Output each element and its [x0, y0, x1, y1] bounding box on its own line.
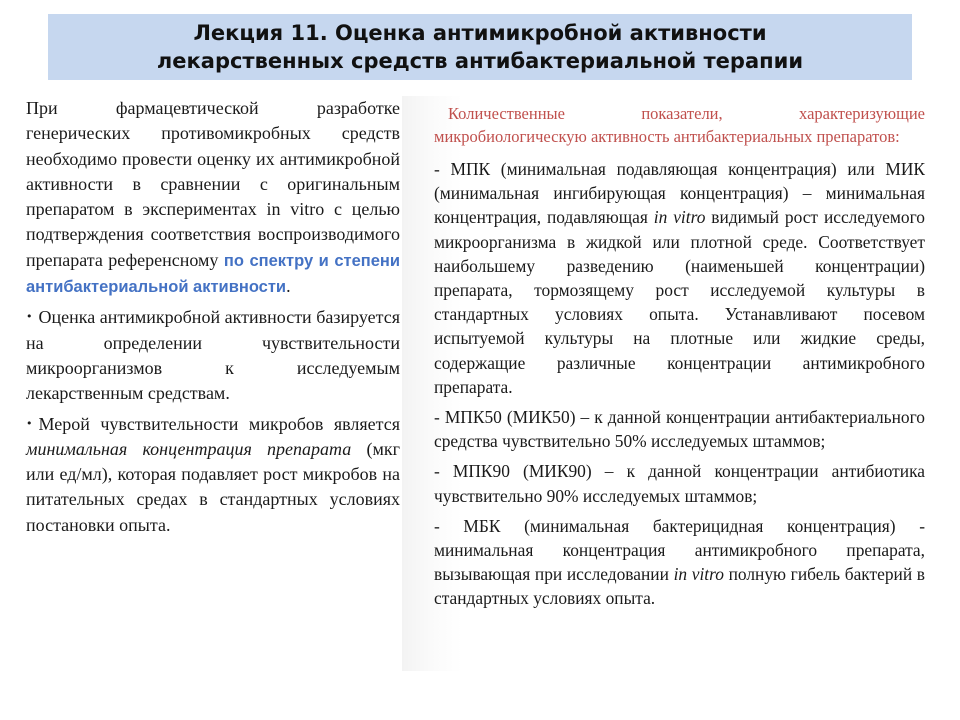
paragraph-end: . — [286, 276, 291, 297]
definition-mpk — [434, 157, 925, 399]
definition-text: - МБК (минимальная бактерицидная концентрация) - минимальная концентрация антимикробного препарата, вызывающая при исследовании — [434, 515, 925, 585]
italic-in-vitro: in vitro — [653, 207, 706, 228]
italic-in-vitro: in vitro — [673, 564, 724, 585]
bullet-icon: • — [26, 416, 33, 430]
title-line-2: лекарственных средств антибактериальной терапии — [156, 49, 804, 73]
italic-min-concentration: минимальная концентрация препарата — [26, 438, 352, 459]
highlight-spectrum-activity: по спектру и степени антибактериальной активности — [26, 251, 401, 297]
paragraph-text: Оценка антимикробной активности базируется на определении чувствительности микроорганизмов к исследуемым лекарственным средствам. — [26, 307, 400, 404]
definition-text: - МПК (минимальная подавляющая концентрация) или МИК (минимальная ингибирующая концентрация) – минимальная концентрация, подавляющая — [434, 159, 925, 228]
definition-text: видимый рост исследуемого микроорганизма в жидкой или плотной среде. Соответствует наибольшему разведению (наименьшей концентрации) препарата, тормозящему рост исследуемой культуры в стандартных условиях опыта. Устанавливают посевом испытуемой культуры на плотные или жидкие среды, содержащие различные концентрации антимикробного препарата. — [434, 207, 925, 397]
definition-mpk50: - МПК50 (МИК50) – к данной концентрации антибактериального средства чувствительно 50% исследуемых штаммов; — [434, 407, 925, 452]
paragraph-text: (мкг или ед/мл), которая подавляет рост микробов на питательных средах в стандартных условиях постановки опыта. — [26, 438, 400, 535]
paragraph-activity-assessment — [26, 304, 400, 406]
quantitative-indicators-intro: Количественные показатели, характеризующие микробиологическую активность антибактериальных препаратов: — [434, 104, 925, 146]
definition-mbk — [434, 514, 925, 611]
paragraph-generic-development — [26, 96, 400, 300]
left-column — [26, 96, 400, 542]
definition-text: полную гибель бактерий в стандартных условиях опыта. — [434, 564, 925, 609]
paragraph-sensitivity-measure — [26, 411, 400, 538]
bullet-icon: • — [26, 310, 33, 324]
definition-mpk90: - МПК90 (МИК90) – к данной концентрации антибиотика чувствительно 90% исследуемых штаммов; — [434, 461, 925, 506]
paragraph-text: При фармацевтической разработке генерических противомикробных средств необходимо провести оценку их антимикробной активности в сравнении с оригинальным препаратом в экспериментах in vitro с целью подтверждения соответствия воспроизводимого препарата референсному — [26, 98, 400, 270]
paragraph-text: Мерой чувствительности микробов является — [38, 413, 400, 434]
right-column — [434, 103, 925, 617]
slide-title — [48, 14, 912, 80]
title-line-1: Лекция 11. Оценка антимикробной активности — [193, 21, 767, 45]
